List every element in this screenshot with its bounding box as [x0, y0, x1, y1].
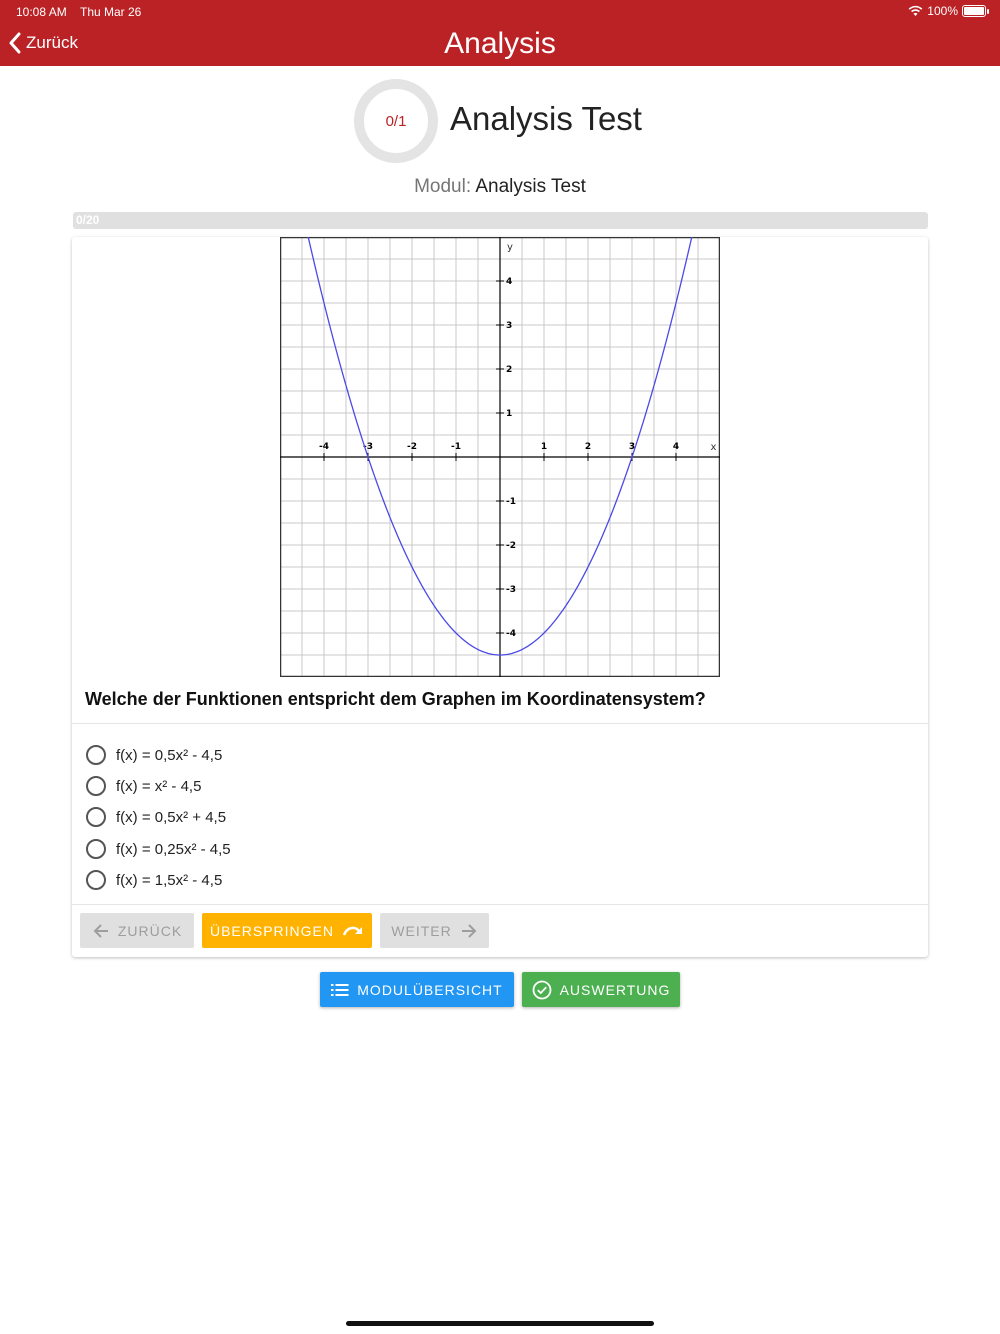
- score-text: 0/1: [385, 112, 407, 130]
- y-axis-label: y: [507, 242, 513, 254]
- module-overview-button[interactable]: [320, 972, 514, 1007]
- radio-button[interactable]: [86, 870, 106, 890]
- radio-button[interactable]: [86, 839, 106, 859]
- skip-button[interactable]: [202, 913, 372, 948]
- option-5[interactable]: [86, 870, 222, 890]
- battery-icon: [962, 5, 986, 17]
- y-tick-label: 4: [506, 277, 513, 287]
- modul-value: Analysis Test: [475, 176, 586, 197]
- option-label: f(x) = 0,5x² + 4,5: [116, 808, 227, 826]
- y-tick-label: -2: [506, 541, 516, 551]
- progress-label: 0/20: [76, 213, 100, 227]
- status-right: [908, 4, 986, 18]
- previous-label: ZURÜCK: [117, 922, 183, 939]
- x-tick-label: 3: [628, 442, 636, 452]
- x-tick-label: 4: [672, 442, 680, 452]
- option-4[interactable]: [86, 839, 231, 859]
- status-time: 10:08 AM: [16, 5, 67, 19]
- x-tick-label: -1: [451, 442, 461, 452]
- x-tick-label: -2: [407, 442, 417, 452]
- back-nav-label: Zurück: [26, 33, 78, 52]
- modul-line: [0, 176, 1000, 198]
- test-title: Analysis Test: [450, 100, 642, 137]
- x-tick-label: 1: [540, 442, 548, 452]
- y-tick-label: 1: [506, 409, 513, 419]
- check-circle-icon: [532, 980, 552, 1000]
- question-text: Welche der Funktionen entspricht dem Graphen im Koordinatensystem?: [85, 689, 706, 709]
- radio-button[interactable]: [86, 807, 106, 827]
- arrow-left-icon: [92, 923, 110, 939]
- question-progress-bar: [73, 212, 928, 229]
- y-tick-label: -1: [506, 497, 516, 507]
- radio-button[interactable]: [86, 776, 106, 796]
- y-tick-label: -4: [506, 629, 516, 639]
- x-tick-label: -4: [319, 442, 329, 452]
- y-tick-label: 2: [506, 365, 513, 375]
- option-label: f(x) = 1,5x² - 4,5: [116, 871, 223, 889]
- battery-percent: 100%: [927, 4, 958, 18]
- divider: [72, 904, 928, 905]
- option-1[interactable]: [86, 745, 222, 765]
- skip-label: ÜBERSPRINGEN: [209, 922, 335, 939]
- home-indicator: [346, 1321, 654, 1326]
- x-tick-label: 2: [584, 442, 592, 452]
- status-date: Thu Mar 26: [80, 5, 142, 19]
- option-label: f(x) = 0,25x² - 4,5: [116, 840, 231, 858]
- option-label: f(x) = 0,5x² - 4,5: [116, 746, 223, 764]
- x-tick-label: -3: [363, 442, 373, 452]
- option-label: f(x) = x² - 4,5: [116, 777, 202, 795]
- page-title: Analysis: [444, 27, 556, 60]
- module-overview-label: MODULÜBERSICHT: [357, 981, 503, 998]
- option-3[interactable]: [86, 807, 226, 827]
- score-ring: [354, 79, 438, 163]
- wifi-icon: [908, 5, 923, 17]
- evaluation-label: AUSWERTUNG: [559, 981, 671, 998]
- previous-question-button[interactable]: [80, 913, 194, 948]
- arrow-right-icon: [460, 923, 478, 939]
- y-tick-label: 3: [506, 321, 513, 331]
- radio-button[interactable]: [86, 745, 106, 765]
- next-question-button[interactable]: [380, 913, 489, 948]
- modul-label: Modul:: [414, 176, 472, 197]
- evaluation-button[interactable]: [522, 972, 680, 1007]
- list-icon: [331, 983, 349, 997]
- function-graph: [280, 237, 720, 677]
- divider: [72, 723, 928, 724]
- x-axis-label: x: [710, 442, 717, 453]
- y-tick-label: -3: [506, 585, 516, 595]
- option-2[interactable]: [86, 776, 201, 796]
- nav-bar: [0, 24, 1000, 66]
- redo-icon: [342, 924, 364, 938]
- status-bar: [0, 0, 1000, 24]
- next-label: WEITER: [391, 922, 452, 939]
- question-card: [72, 237, 928, 957]
